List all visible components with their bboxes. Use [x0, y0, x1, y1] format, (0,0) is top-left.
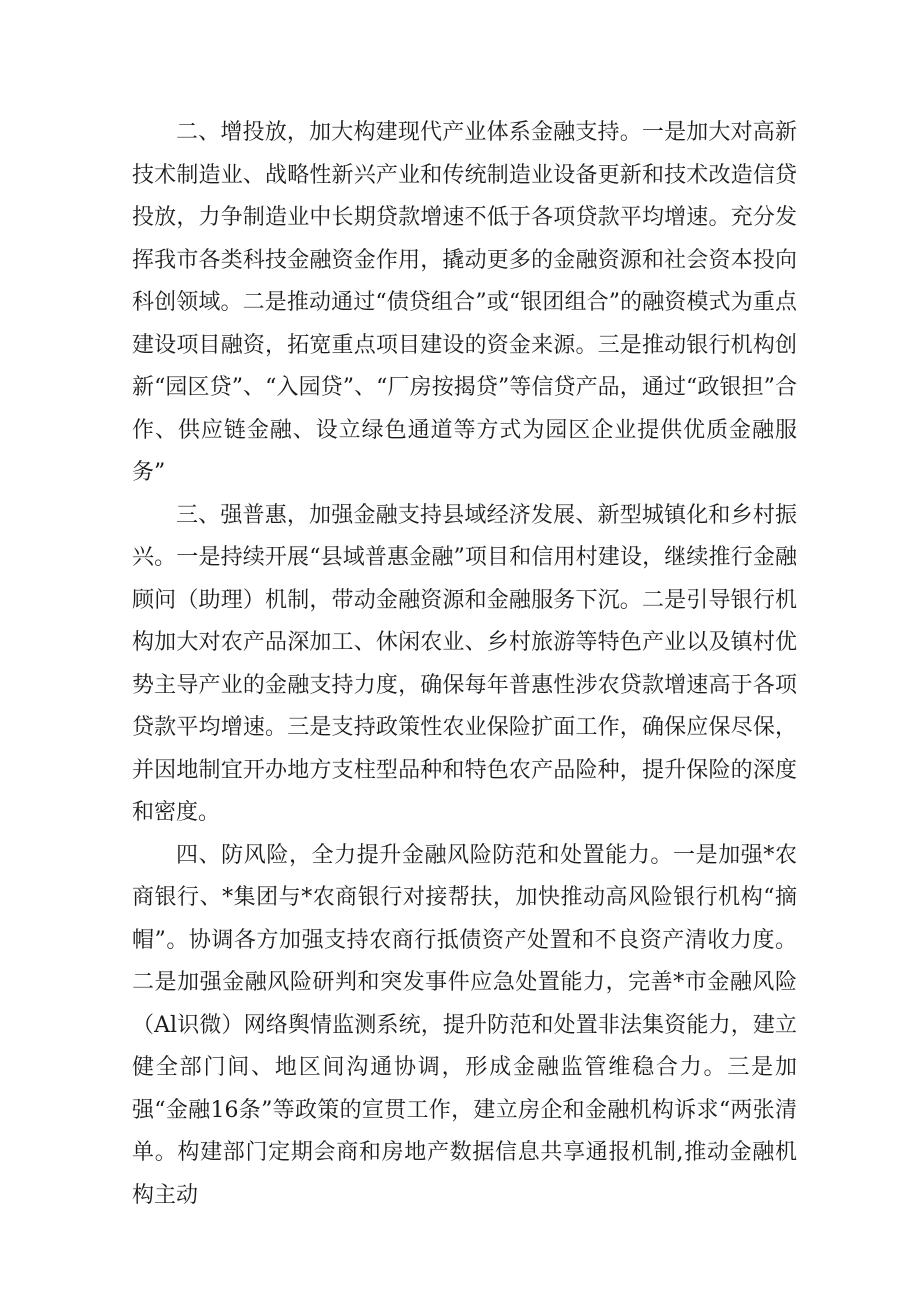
paragraph-investment: 二、增投放，加大构建现代产业体系金融支持。一是加大对高新技术制造业、战略性新兴产业和传统制造业设备更新和技术改造信贷投放，力争制造业中长期贷款增速不低于各项贷款平均增速。充分发挥我市各类科技金融资金作用，撬动更多的金融资源和社会资本投向科创领域。二是推动通过“债贷组合”或“银团组合”的融资模式为重点建设项目融资，拓宽重点项目建设的资金来源。三是推动银行机构创新“园区贷”、“入园贷”、“厂房按揭贷”等信贷产品，通过“政银担”合作、供应链金融、设立绿色通道等方式为园区企业提供优质金融服务” — [132, 120, 797, 485]
paragraph-inclusive-finance: 三、强普惠，加强金融支持县域经济发展、新型城镇化和乡村振兴。一是持续开展“县域普惠金融”项目和信用村建设，继续推行金融顾问（助理）机制，带动金融资源和金融服务下沉。二是引导银行机构加大对农产品深加工、休闲农业、乡村旅游等特色产业以及镇村优势主导产业的金融支持力度，确保每年普惠性涉农贷款增速高于各项贷款平均增速。三是支持政策性农业保险扩面工作，确保应保尽保，并因地制宜开办地方支柱型品种和特色农产品险种，提升保险的深度和密度。 — [132, 502, 797, 825]
document-body — [132, 112, 797, 1217]
paragraph-risk-prevention: 四、防风险，全力提升金融风险防范和处置能力。一是加强*农商银行、*集团与*农商银行对接帮扶，加快推动高风险银行机构“摘帽”。协调各方加强支持农商行抵债资产处置和不良资产清收力度。二是加强金融风险研判和突发事件应急处置能力，完善*市金融风险（Al识微）网络舆情监测系统，提升防范和处置非法集资能力，建立健全部门间、地区间沟通协调，形成金融监管维稳合力。三是加强“金融16条”等政策的宣贯工作，建立房企和金融机构诉求“两张清单。构建部门定期会商和房地产数据信息共享通报机制,推动金融机构主动 — [132, 842, 797, 1208]
